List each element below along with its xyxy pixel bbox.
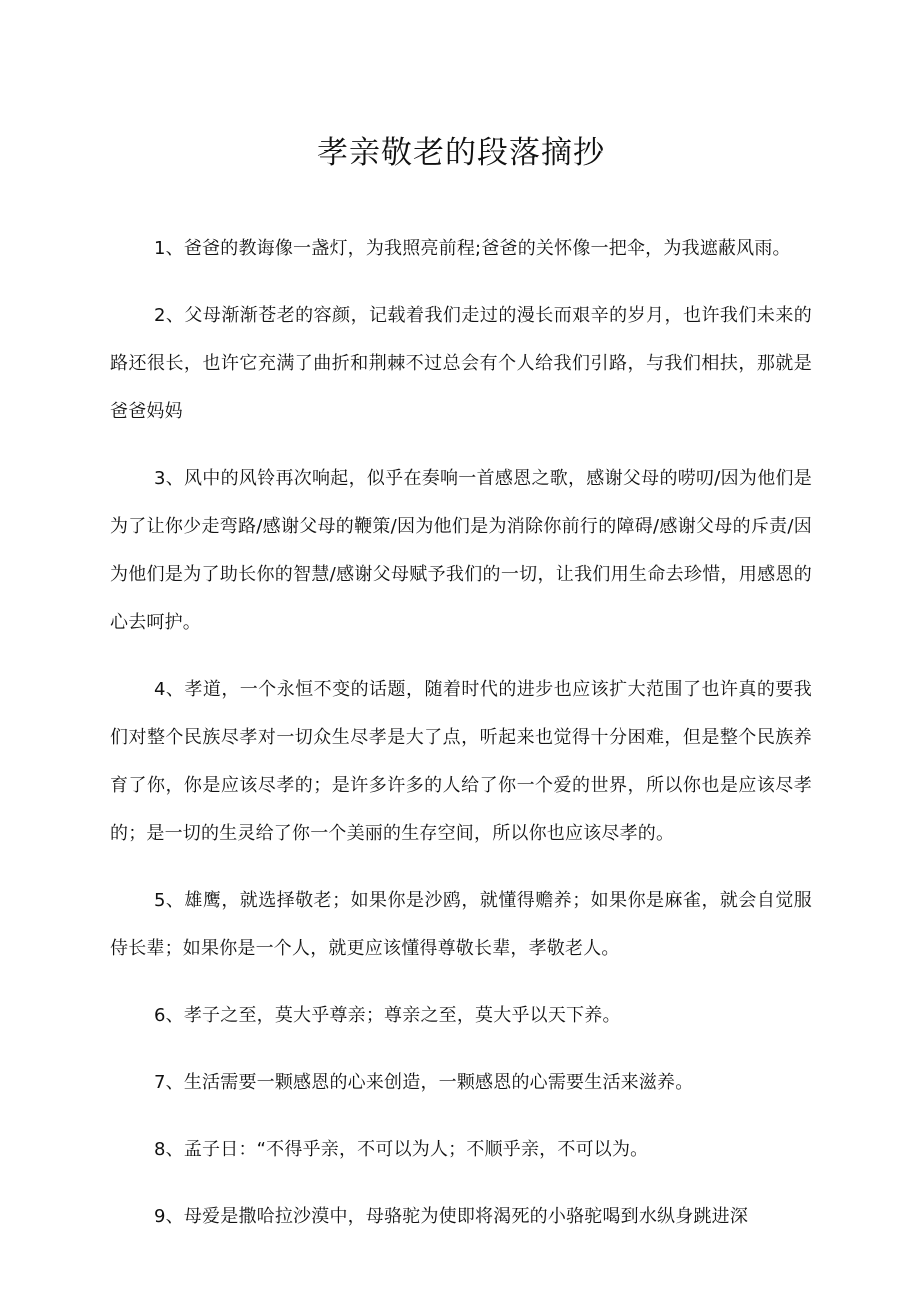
document-body	[110, 225, 812, 1241]
paragraph-5: 5、雄鹰，就选择敬老；如果你是沙鸥，就懂得赡养；如果你是麻雀，就会自觉服侍长辈；如果你是一个人，就更应该懂得尊敬长辈，孝敬老人。	[110, 890, 812, 959]
document-title: 孝亲敬老的段落摘抄	[317, 135, 605, 171]
paragraph-9: 9、母爱是撒哈拉沙漠中，母骆驼为使即将渴死的小骆驼喝到水纵身跳进深	[154, 1206, 749, 1227]
paragraph-4: 4、孝道，一个永恒不变的话题，随着时代的进步也应该扩大范围了也许真的要我们对整个民族尽孝对一切众生尽孝是大了点，听起来也觉得十分困难，但是整个民族养育了你，你是应该尽孝的；是许多许多的人给了你一个爱的世界，所以你也是应该尽孝的；是一切的生灵给了你一个美丽的生存空间，所以你也应该尽孝的。	[110, 679, 812, 844]
paragraph-2: 2、父母渐渐苍老的容颜，记载着我们走过的漫长而艰辛的岁月，也许我们未来的路还很长，也许它充满了曲折和荆棘不过总会有个人给我们引路，与我们相扶，那就是爸爸妈妈	[110, 305, 812, 422]
paragraph-1: 1、爸爸的教诲像一盏灯，为我照亮前程;爸爸的关怀像一把伞，为我遮蔽风雨。	[154, 238, 791, 259]
paragraph-7: 7、生活需要一颗感恩的心来创造，一颗感恩的心需要生活来滋养。	[154, 1072, 694, 1093]
paragraph-6: 6、孝子之至，莫大乎尊亲；尊亲之至，莫大乎以天下养。	[154, 1005, 621, 1026]
paragraph-3: 3、风中的风铃再次响起，似乎在奏响一首感恩之歌，感谢父母的唠叨/因为他们是为了让你少走弯路/感谢父母的鞭策/因为他们是为消除你前行的障碍/感谢父母的斥责/因为他们是为了助长你的智慧/感谢父母赋予我们的一切，让我们用生命去珍惜，用感恩的心去呵护。	[110, 468, 812, 633]
paragraph-8: 8、孟子日：“不得乎亲，不可以为人；不顺乎亲，不可以为。	[154, 1139, 649, 1160]
